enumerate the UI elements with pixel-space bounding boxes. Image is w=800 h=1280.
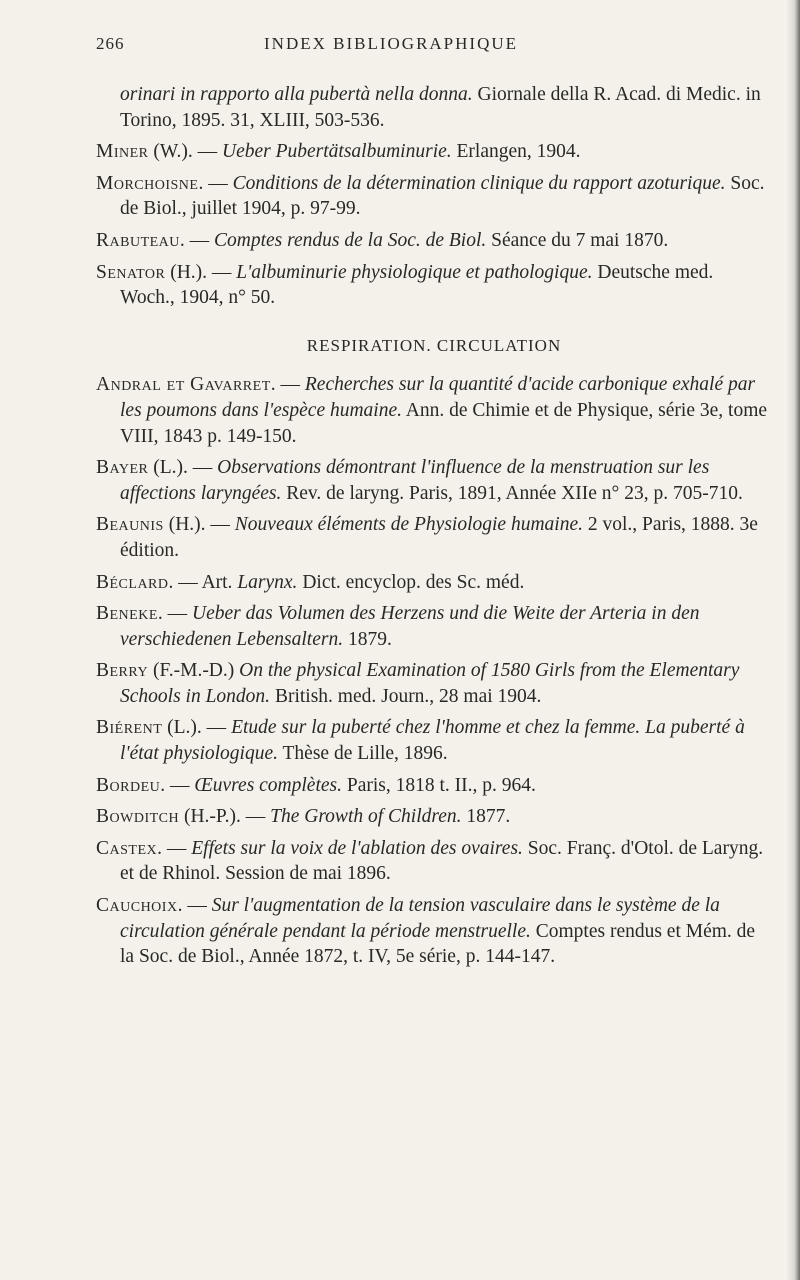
entry-details: Ann. de Chimie et de Physique, série 3e, tome VIII, 1843 p. 149-150. [120,399,768,447]
entry-separator: . — [198,172,233,194]
entry-title: Effets sur la voix de l'ablation des ovaires. [191,837,523,859]
entry-details: Soc. de Biol., juillet 1904, p. 97-99. [120,172,765,220]
bibliography-entry [96,260,772,311]
bibliography-entry [96,570,772,596]
entry-author: Miner [96,141,149,163]
entry-separator: (H.). — [165,261,237,283]
entry-details: Séance du 7 mai 1870. [486,229,669,251]
entry-separator: . — [160,774,195,796]
bibliography-entry [96,228,772,254]
entry-title: Observations démontrant l'influence de la menstruation sur les affections laryngées. [120,457,710,504]
entry-details: British. med. Journ., 28 mai 1904. [270,685,542,707]
entry-separator: . — [177,895,212,917]
bibliography-entry [96,893,772,970]
bibliography-entry [96,82,772,133]
entry-title: On the physical Examination of 1580 Girls from the Elementary Schools in London. [120,660,740,707]
running-title: INDEX BIBLIOGRAPHIQUE [264,34,519,53]
bibliography-entry [96,804,772,830]
bibliography-entry [96,455,772,506]
entry-title: Ueber Pubertätsalbuminurie. [222,141,452,163]
bibliography-entry [96,139,772,165]
entry-author: Senator [96,261,166,283]
entry-title: Nouveaux éléments de Physiologie humaine. [234,514,583,536]
entry-details: Soc. Franç. d'Otol. de Laryng. et de Rhinol. Session de mai 1896. [120,837,764,885]
bibliography-entry [96,512,772,563]
entry-separator: (H.-P.). — [179,806,271,828]
entry-separator: . — Art. [168,571,238,593]
entry-title: Œuvres complètes. [194,774,342,796]
entry-author: Andral et Gavarret [96,374,271,396]
entry-author: Béclard [96,571,169,593]
entry-details: Rev. de laryng. Paris, 1891, Année XIIe n° 23, p. 705-710. [281,482,743,504]
bibliography-entry [96,658,772,709]
entry-title: orinari in rapporto alla pubertà nella donna. [120,84,473,105]
page-header [96,34,736,58]
entry-details: Dict. encyclop. des Sc. méd. [297,571,525,593]
entry-author: Beneke [96,603,158,625]
entry-author: Bordeu [96,774,161,796]
entry-author: Bayer [96,457,149,479]
entry-separator: . — [157,837,192,859]
entry-details: Deutsche med. Woch., 1904, n° 50. [120,261,714,309]
entry-details: 1879. [343,628,392,650]
entry-title: Recherches sur la quantité d'acide carbonique exhalé par les poumons dans l'espèce humaine. [120,374,756,421]
entry-title: L'albuminurie physiologique et pathologique. [236,261,593,283]
bibliography-entry [96,715,772,766]
entry-title: Comptes rendus de la Soc. de Biol. [214,229,487,251]
entry-details: Paris, 1818 t. II., p. 964. [342,774,536,796]
entry-author: Castex [96,837,158,859]
entries-respiration-circulation [96,372,772,969]
entry-title: Conditions de la détermination clinique du rapport azoturique. [232,172,726,194]
bibliography-entry [96,372,772,449]
entry-title: Etude sur la puberté chez l'homme et chez la femme. La puberté à l'état physiologique. [120,717,745,765]
entry-separator: (W.). — [148,141,222,163]
page-number: 266 [96,34,125,53]
entry-author: Berry [96,660,149,682]
bibliography-content [96,84,772,976]
entry-separator: . — [157,603,193,625]
entry-title: The Growth of Children. [270,806,462,828]
entry-author: Beaunis [96,514,164,536]
entry-details: Thèse de Lille, 1896. [277,743,448,765]
entry-separator: (L.). — [148,457,218,479]
bibliography-entry [96,773,772,799]
entry-separator: (H.). — [163,514,235,536]
entry-title: Larynx. [237,571,298,593]
entry-details: 1877. [461,806,511,828]
entry-details: Erlangen, 1904. [451,141,581,163]
page-edge-shadow [786,0,800,1280]
entry-details: Giornale della R. Acad. di Medic. in Torino, 1895. 31, XLIII, 503-536. [120,84,761,131]
entry-author: Rabuteau [96,229,180,251]
entry-details: Comptes rendus et Mém. de la Soc. de Biol., Année 1872, t. IV, 5e série, p. 144-147. [120,920,756,968]
entry-author: Bowditch [96,806,180,828]
bibliography-entry [96,171,772,222]
entry-separator: (L.). — [162,717,232,739]
bibliography-entry [96,601,772,652]
entry-details: 2 vol., Paris, 1888. 3e édition. [120,514,758,561]
entry-title: Sur l'augmentation de la tension vasculaire dans le système de la circulation générale pendant la période menstruelle. [120,895,720,942]
entry-separator: . — [179,229,215,251]
entries-before-section [96,82,772,311]
entry-author: Morchoisne [96,172,199,194]
entry-separator: . — [270,374,305,396]
section-heading: RESPIRATION. CIRCULATION [306,335,562,355]
entry-author: Cauchoix [96,895,178,917]
bibliography-entry [96,836,772,887]
entry-author: Biérent [96,717,163,739]
entry-separator: (F.-M.-D.) [148,660,240,682]
entry-title: Ueber das Volumen des Herzens und die Weite der Arteria in den verschiedenen Lebensaltern. [120,603,700,650]
